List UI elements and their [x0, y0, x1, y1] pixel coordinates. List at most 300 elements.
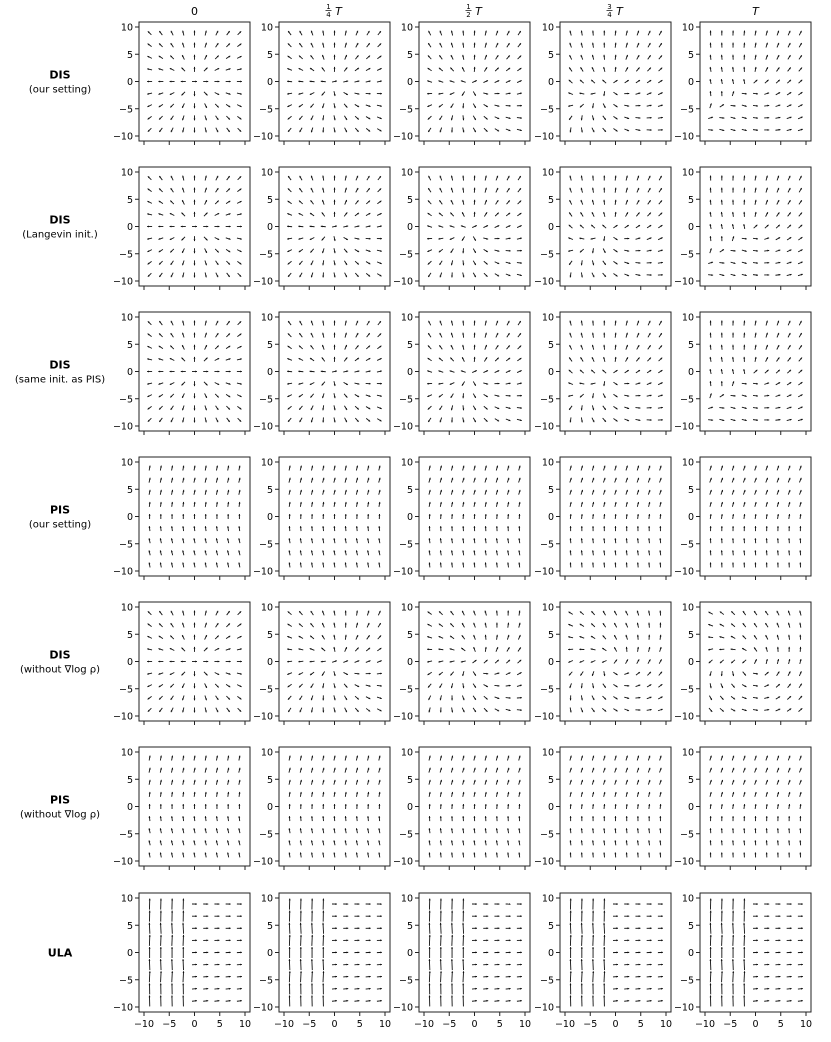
quiver-arrowhead: [147, 371, 149, 373]
y-tick-label: −5: [258, 249, 273, 261]
quiver-arrowhead: [238, 804, 240, 806]
quiver-arrowhead: [581, 562, 583, 564]
quiver-arrowhead: [648, 635, 650, 637]
y-tick-label: −10: [392, 711, 413, 723]
quiver-arrowhead: [509, 697, 511, 699]
quiver-arrowhead: [440, 711, 442, 713]
y-tick-label: 10: [120, 602, 133, 614]
quiver-arrowhead: [743, 538, 745, 540]
y-tick-label: −5: [258, 684, 273, 696]
y-tick-label: 0: [266, 222, 273, 233]
y-tick-label: 10: [400, 22, 413, 34]
row-title: DIS: [49, 648, 71, 662]
quiver-arrowhead: [462, 816, 464, 818]
y-tick-label: 0: [266, 657, 273, 668]
column-title-1: [326, 3, 344, 19]
column-title-frac-num: 1: [466, 3, 471, 11]
quiver-arrowhead: [507, 611, 509, 613]
quiver-arrowhead: [755, 562, 757, 564]
quiver-arrowhead: [195, 371, 197, 373]
quiver-arrowhead: [509, 250, 511, 252]
quiver-panel: [393, 747, 530, 870]
quiver-arrowhead: [206, 81, 208, 83]
quiver-arrowhead: [498, 383, 500, 385]
y-tick-label: 10: [400, 312, 413, 324]
quiver-panel: [253, 747, 390, 870]
quiver-arrowhead: [334, 804, 336, 806]
quiver-arrowhead: [474, 514, 476, 516]
quiver-arrowhead: [194, 106, 196, 108]
quiver-arrowhead: [581, 526, 583, 528]
quiver-arrowhead: [721, 321, 723, 323]
column-title-4: [752, 5, 760, 18]
y-tick-label: 0: [687, 512, 694, 523]
quiver-arrowhead: [659, 526, 661, 528]
quiver-arrowhead: [603, 514, 605, 516]
y-tick-label: −5: [398, 104, 413, 116]
quiver-arrowhead: [451, 804, 453, 806]
quiver-arrowhead: [194, 674, 196, 676]
row-title: PIS: [49, 503, 71, 517]
quiver-arrowhead: [799, 562, 801, 564]
quiver-arrowhead: [570, 562, 572, 564]
y-tick-label: 5: [547, 49, 554, 61]
y-tick-label: −5: [118, 539, 133, 551]
quiver-arrowhead: [639, 262, 641, 264]
quiver-arrowhead: [310, 225, 312, 227]
y-tick-label: 10: [681, 22, 694, 34]
quiver-arrowhead: [194, 239, 196, 241]
quiver-arrowhead: [194, 188, 196, 190]
y-tick-label: −5: [539, 684, 554, 696]
y-tick-label: 10: [260, 602, 273, 614]
quiver-arrowhead: [311, 526, 313, 528]
column-title-3: [607, 3, 625, 19]
quiver-arrowhead: [229, 371, 231, 373]
quiver-arrowhead: [218, 371, 220, 373]
quiver-arrowhead: [650, 407, 652, 409]
quiver-panel: [534, 167, 671, 290]
quiver-arrowhead: [650, 419, 652, 421]
quiver-arrowhead: [626, 647, 628, 649]
quiver-arrowhead: [615, 526, 617, 528]
quiver-arrowhead: [160, 514, 162, 516]
quiver-panel: [253, 457, 390, 580]
quiver-arrowhead: [710, 31, 712, 33]
quiver-arrowhead: [766, 562, 768, 564]
y-tick-label: 10: [260, 457, 273, 469]
quiver-panel: [393, 602, 530, 725]
quiver-arrowhead: [743, 357, 745, 359]
y-tick-label: −5: [118, 394, 133, 406]
quiver-arrowhead: [603, 43, 605, 45]
quiver-panel: [393, 457, 530, 580]
y-tick-label: 5: [266, 629, 273, 641]
quiver-arrowhead: [345, 816, 347, 818]
quiver-arrowhead: [721, 236, 723, 238]
y-tick-label: 5: [126, 194, 133, 206]
quiver-arrowhead: [216, 804, 218, 806]
quiver-arrowhead: [474, 200, 476, 202]
quiver-arrowhead: [474, 816, 476, 818]
y-tick-label: −5: [398, 394, 413, 406]
quiver-arrowhead: [474, 321, 476, 323]
y-tick-label: −10: [673, 421, 694, 433]
quiver-arrowhead: [334, 212, 336, 214]
quiver-arrowhead: [158, 661, 160, 663]
quiver-arrowhead: [194, 251, 196, 253]
column-title-main: T: [475, 5, 482, 18]
y-tick-label: −10: [392, 856, 413, 868]
y-tick-label: 10: [400, 602, 413, 614]
quiver-arrowhead: [429, 514, 431, 516]
quiver-arrowhead: [603, 333, 605, 335]
quiver-arrowhead: [462, 804, 464, 806]
column-title-main: T: [752, 5, 759, 18]
quiver-arrowhead: [767, 274, 769, 276]
quiver-arrowhead: [321, 80, 323, 82]
quiver-arrowhead: [194, 67, 196, 69]
y-tick-label: 5: [266, 484, 273, 496]
y-tick-label: 10: [681, 457, 694, 469]
quiver-arrowhead: [194, 623, 196, 625]
y-tick-label: −10: [252, 276, 273, 288]
quiver-arrowhead: [229, 226, 231, 228]
quiver-arrowhead: [650, 117, 652, 119]
row-label-5: [20, 794, 100, 821]
quiver-arrowhead: [170, 661, 172, 663]
quiver-arrowhead: [627, 93, 629, 95]
quiver-arrowhead: [194, 43, 196, 45]
quiver-arrowhead: [485, 635, 487, 637]
quiver-arrowhead: [799, 538, 801, 540]
quiver-arrowhead: [639, 697, 641, 699]
quiver-arrowhead: [321, 225, 323, 227]
y-tick-label: 10: [260, 167, 273, 179]
quiver-panel: [113, 457, 250, 580]
quiver-arrowhead: [788, 526, 790, 528]
y-tick-label: 0: [547, 512, 554, 523]
y-tick-label: 0: [547, 657, 554, 668]
quiver-arrowhead: [520, 395, 522, 397]
y-tick-label: 10: [541, 167, 554, 179]
quiver-arrowhead: [579, 648, 581, 650]
y-tick-label: −5: [258, 394, 273, 406]
y-tick-label: 10: [400, 167, 413, 179]
quiver-arrowhead: [767, 117, 769, 119]
quiver-arrowhead: [369, 238, 371, 240]
quiver-arrowhead: [195, 661, 197, 663]
quiver-arrowhead: [639, 105, 641, 107]
quiver-arrowhead: [311, 816, 313, 818]
quiver-arrowhead: [650, 262, 652, 264]
quiver-arrowhead: [603, 345, 605, 347]
y-tick-label: −5: [118, 829, 133, 841]
quiver-arrowhead: [429, 526, 431, 528]
quiver-arrowhead: [380, 93, 382, 95]
quiver-arrowhead: [474, 345, 476, 347]
quiver-arrowhead: [474, 31, 476, 33]
y-tick-label: −5: [539, 394, 554, 406]
quiver-arrowhead: [334, 514, 336, 516]
y-tick-label: −5: [118, 684, 133, 696]
quiver-arrowhead: [637, 526, 639, 528]
quiver-arrowhead: [743, 526, 745, 528]
y-tick-label: 10: [681, 312, 694, 324]
y-tick-label: 5: [126, 774, 133, 786]
y-tick-label: −5: [539, 249, 554, 261]
quiver-panel: [674, 312, 811, 435]
quiver-arrowhead: [755, 526, 757, 528]
y-tick-label: 5: [266, 339, 273, 351]
y-tick-label: −5: [118, 104, 133, 116]
column-title-main: T: [616, 5, 623, 18]
y-tick-label: −10: [112, 421, 133, 433]
quiver-arrowhead: [732, 538, 734, 540]
quiver-arrowhead: [462, 321, 464, 323]
quiver-arrowhead: [194, 804, 196, 806]
quiver-panel: [534, 312, 671, 435]
y-tick-label: −10: [533, 566, 554, 578]
quiver-arrowhead: [520, 105, 522, 107]
quiver-arrowhead: [799, 635, 801, 637]
quiver-arrowhead: [462, 31, 464, 33]
quiver-arrowhead: [496, 611, 498, 613]
quiver-arrowhead: [310, 370, 312, 372]
quiver-arrowhead: [592, 321, 594, 323]
quiver-arrowhead: [194, 686, 196, 688]
quiver-arrowhead: [334, 345, 336, 347]
quiver-arrowhead: [592, 562, 594, 564]
column-title-main: T: [335, 5, 342, 18]
quiver-arrowhead: [474, 212, 476, 214]
column-title-2: [466, 3, 484, 19]
quiver-arrowhead: [194, 31, 196, 33]
y-tick-label: 10: [260, 22, 273, 34]
y-tick-label: 5: [406, 484, 413, 496]
quiver-arrowhead: [474, 55, 476, 57]
quiver-arrowhead: [451, 816, 453, 818]
quiver-arrowhead: [732, 345, 734, 347]
quiver-arrowhead: [639, 250, 641, 252]
quiver-arrowhead: [345, 526, 347, 528]
y-tick-label: 10: [400, 457, 413, 469]
quiver-arrowhead: [194, 396, 196, 398]
y-tick-label: −10: [112, 711, 133, 723]
y-tick-label: −10: [533, 131, 554, 143]
row-subtitle: (Langevin init.): [22, 229, 98, 241]
quiver-arrowhead: [592, 514, 594, 516]
quiver-arrowhead: [721, 31, 723, 33]
quiver-arrowhead: [639, 407, 641, 409]
quiver-arrowhead: [639, 709, 641, 711]
quiver-arrowhead: [216, 514, 218, 516]
quiver-arrowhead: [171, 514, 173, 516]
quiver-arrowhead: [334, 321, 336, 323]
quiver-arrowhead: [570, 538, 572, 540]
quiver-arrowhead: [603, 31, 605, 33]
quiver-arrowhead: [650, 129, 652, 131]
quiver-arrowhead: [378, 526, 380, 528]
quiver-arrowhead: [369, 673, 371, 675]
row-title: DIS: [49, 213, 71, 227]
quiver-arrowhead: [440, 804, 442, 806]
quiver-arrowhead: [194, 421, 196, 423]
quiver-arrowhead: [334, 31, 336, 33]
quiver-arrowhead: [799, 647, 801, 649]
quiver-arrowhead: [170, 226, 172, 228]
y-tick-label: −10: [112, 856, 133, 868]
quiver-arrowhead: [603, 562, 605, 564]
quiver-arrowhead: [194, 333, 196, 335]
quiver-arrowhead: [754, 538, 756, 540]
quiver-arrowhead: [474, 176, 476, 178]
quiver-panel: [113, 602, 250, 725]
quiver-arrowhead: [367, 526, 369, 528]
y-tick-label: 5: [266, 774, 273, 786]
quiver-arrowhead: [710, 562, 712, 564]
quiver-arrowhead: [721, 200, 723, 202]
quiver-arrowhead: [333, 816, 335, 818]
quiver-arrowhead: [194, 514, 196, 516]
quiver-arrowhead: [194, 94, 196, 96]
quiver-arrowhead: [721, 381, 723, 383]
quiver-arrowhead: [194, 647, 196, 649]
quiver-arrowhead: [322, 526, 324, 528]
quiver-arrowhead: [721, 43, 723, 45]
y-tick-label: −5: [539, 539, 554, 551]
quiver-arrowhead: [170, 371, 172, 373]
quiver-arrowhead: [777, 538, 779, 540]
quiver-arrowhead: [367, 816, 369, 818]
quiver-arrowhead: [240, 226, 242, 228]
y-tick-label: 5: [406, 49, 413, 61]
quiver-arrowhead: [356, 526, 358, 528]
quiver-arrowhead: [743, 188, 745, 190]
quiver-arrowhead: [440, 816, 442, 818]
quiver-arrowhead: [509, 105, 511, 107]
column-title-frac-den: 2: [466, 11, 471, 19]
y-tick-label: −10: [673, 566, 694, 578]
quiver-arrowhead: [378, 804, 380, 806]
y-tick-label: −5: [118, 249, 133, 261]
quiver-arrowhead: [570, 699, 572, 701]
quiver-arrowhead: [766, 550, 768, 552]
quiver-arrowhead: [195, 226, 197, 228]
quiver-arrowhead: [788, 550, 790, 552]
y-tick-label: 5: [547, 339, 554, 351]
quiver-arrowhead: [227, 514, 229, 516]
y-tick-label: 0: [547, 77, 554, 88]
quiver-arrowhead: [310, 80, 312, 82]
row-subtitle: (our setting): [28, 519, 92, 531]
quiver-arrowhead: [181, 371, 183, 373]
quiver-arrowhead: [451, 131, 453, 133]
y-tick-label: 0: [126, 367, 133, 378]
quiver-arrowhead: [474, 526, 476, 528]
y-tick-label: −10: [252, 856, 273, 868]
y-tick-label: 0: [547, 367, 554, 378]
quiver-arrowhead: [298, 80, 300, 82]
y-tick-label: −5: [398, 829, 413, 841]
quiver-arrowhead: [206, 371, 208, 373]
quiver-arrowhead: [311, 514, 313, 516]
y-tick-label: 5: [266, 194, 273, 206]
quiver-arrowhead: [287, 225, 289, 227]
column-title-frac-num: 1: [326, 3, 331, 11]
quiver-arrowhead: [777, 550, 779, 552]
y-tick-label: 10: [681, 167, 694, 179]
quiver-arrowhead: [788, 562, 790, 564]
quiver-arrowhead: [181, 226, 183, 228]
quiver-arrowhead: [732, 333, 734, 335]
quiver-arrowhead: [603, 200, 605, 202]
quiver-arrowhead: [334, 55, 336, 57]
quiver-arrowhead: [496, 623, 498, 625]
quiver-arrowhead: [710, 43, 712, 45]
quiver-arrowhead: [170, 81, 172, 83]
y-tick-label: 10: [260, 312, 273, 324]
quiver-arrowhead: [160, 804, 162, 806]
quiver-arrowhead: [287, 80, 289, 82]
quiver-arrowhead: [496, 514, 498, 516]
quiver-arrowhead: [732, 200, 734, 202]
quiver-arrowhead: [581, 514, 583, 516]
quiver-arrowhead: [158, 226, 160, 228]
y-tick-label: −5: [679, 684, 694, 696]
y-tick-label: 10: [541, 602, 554, 614]
quiver-arrowhead: [440, 514, 442, 516]
y-tick-label: −5: [679, 104, 694, 116]
quiver-arrowhead: [592, 538, 594, 540]
quiver-arrowhead: [721, 538, 723, 540]
quiver-arrowhead: [799, 550, 801, 552]
quiver-arrowhead: [322, 804, 324, 806]
quiver-arrowhead: [710, 321, 712, 323]
quiver-panel: [674, 602, 811, 725]
quiver-arrowhead: [462, 176, 464, 178]
quiver-arrowhead: [334, 333, 336, 335]
quiver-arrowhead: [719, 648, 721, 650]
y-tick-label: 0: [266, 77, 273, 88]
quiver-arrowhead: [743, 43, 745, 45]
quiver-arrowhead: [194, 384, 196, 386]
quiver-arrowhead: [289, 804, 291, 806]
y-tick-label: 0: [406, 657, 413, 668]
row-title: PIS: [49, 793, 71, 807]
quiver-arrowhead: [627, 685, 629, 687]
quiver-arrowhead: [777, 526, 779, 528]
quiver-arrowhead: [427, 238, 429, 240]
quiver-arrowhead: [732, 562, 734, 564]
quiver-arrowhead: [732, 176, 734, 178]
column-title-frac-num: 3: [607, 3, 612, 11]
y-tick-label: 10: [681, 602, 694, 614]
quiver-arrowhead: [520, 250, 522, 252]
quiver-arrowhead: [710, 333, 712, 335]
y-tick-label: 0: [406, 222, 413, 233]
quiver-arrowhead: [171, 804, 173, 806]
quiver-arrowhead: [334, 176, 336, 178]
column-title-frac-den: 4: [607, 11, 612, 19]
quiver-arrowhead: [158, 371, 160, 373]
quiver-arrowhead: [603, 538, 605, 540]
quiver-arrowhead: [498, 93, 500, 95]
quiver-arrowhead: [474, 804, 476, 806]
quiver-arrowhead: [206, 226, 208, 228]
quiver-arrowhead: [345, 611, 347, 613]
quiver-arrowhead: [194, 200, 196, 202]
